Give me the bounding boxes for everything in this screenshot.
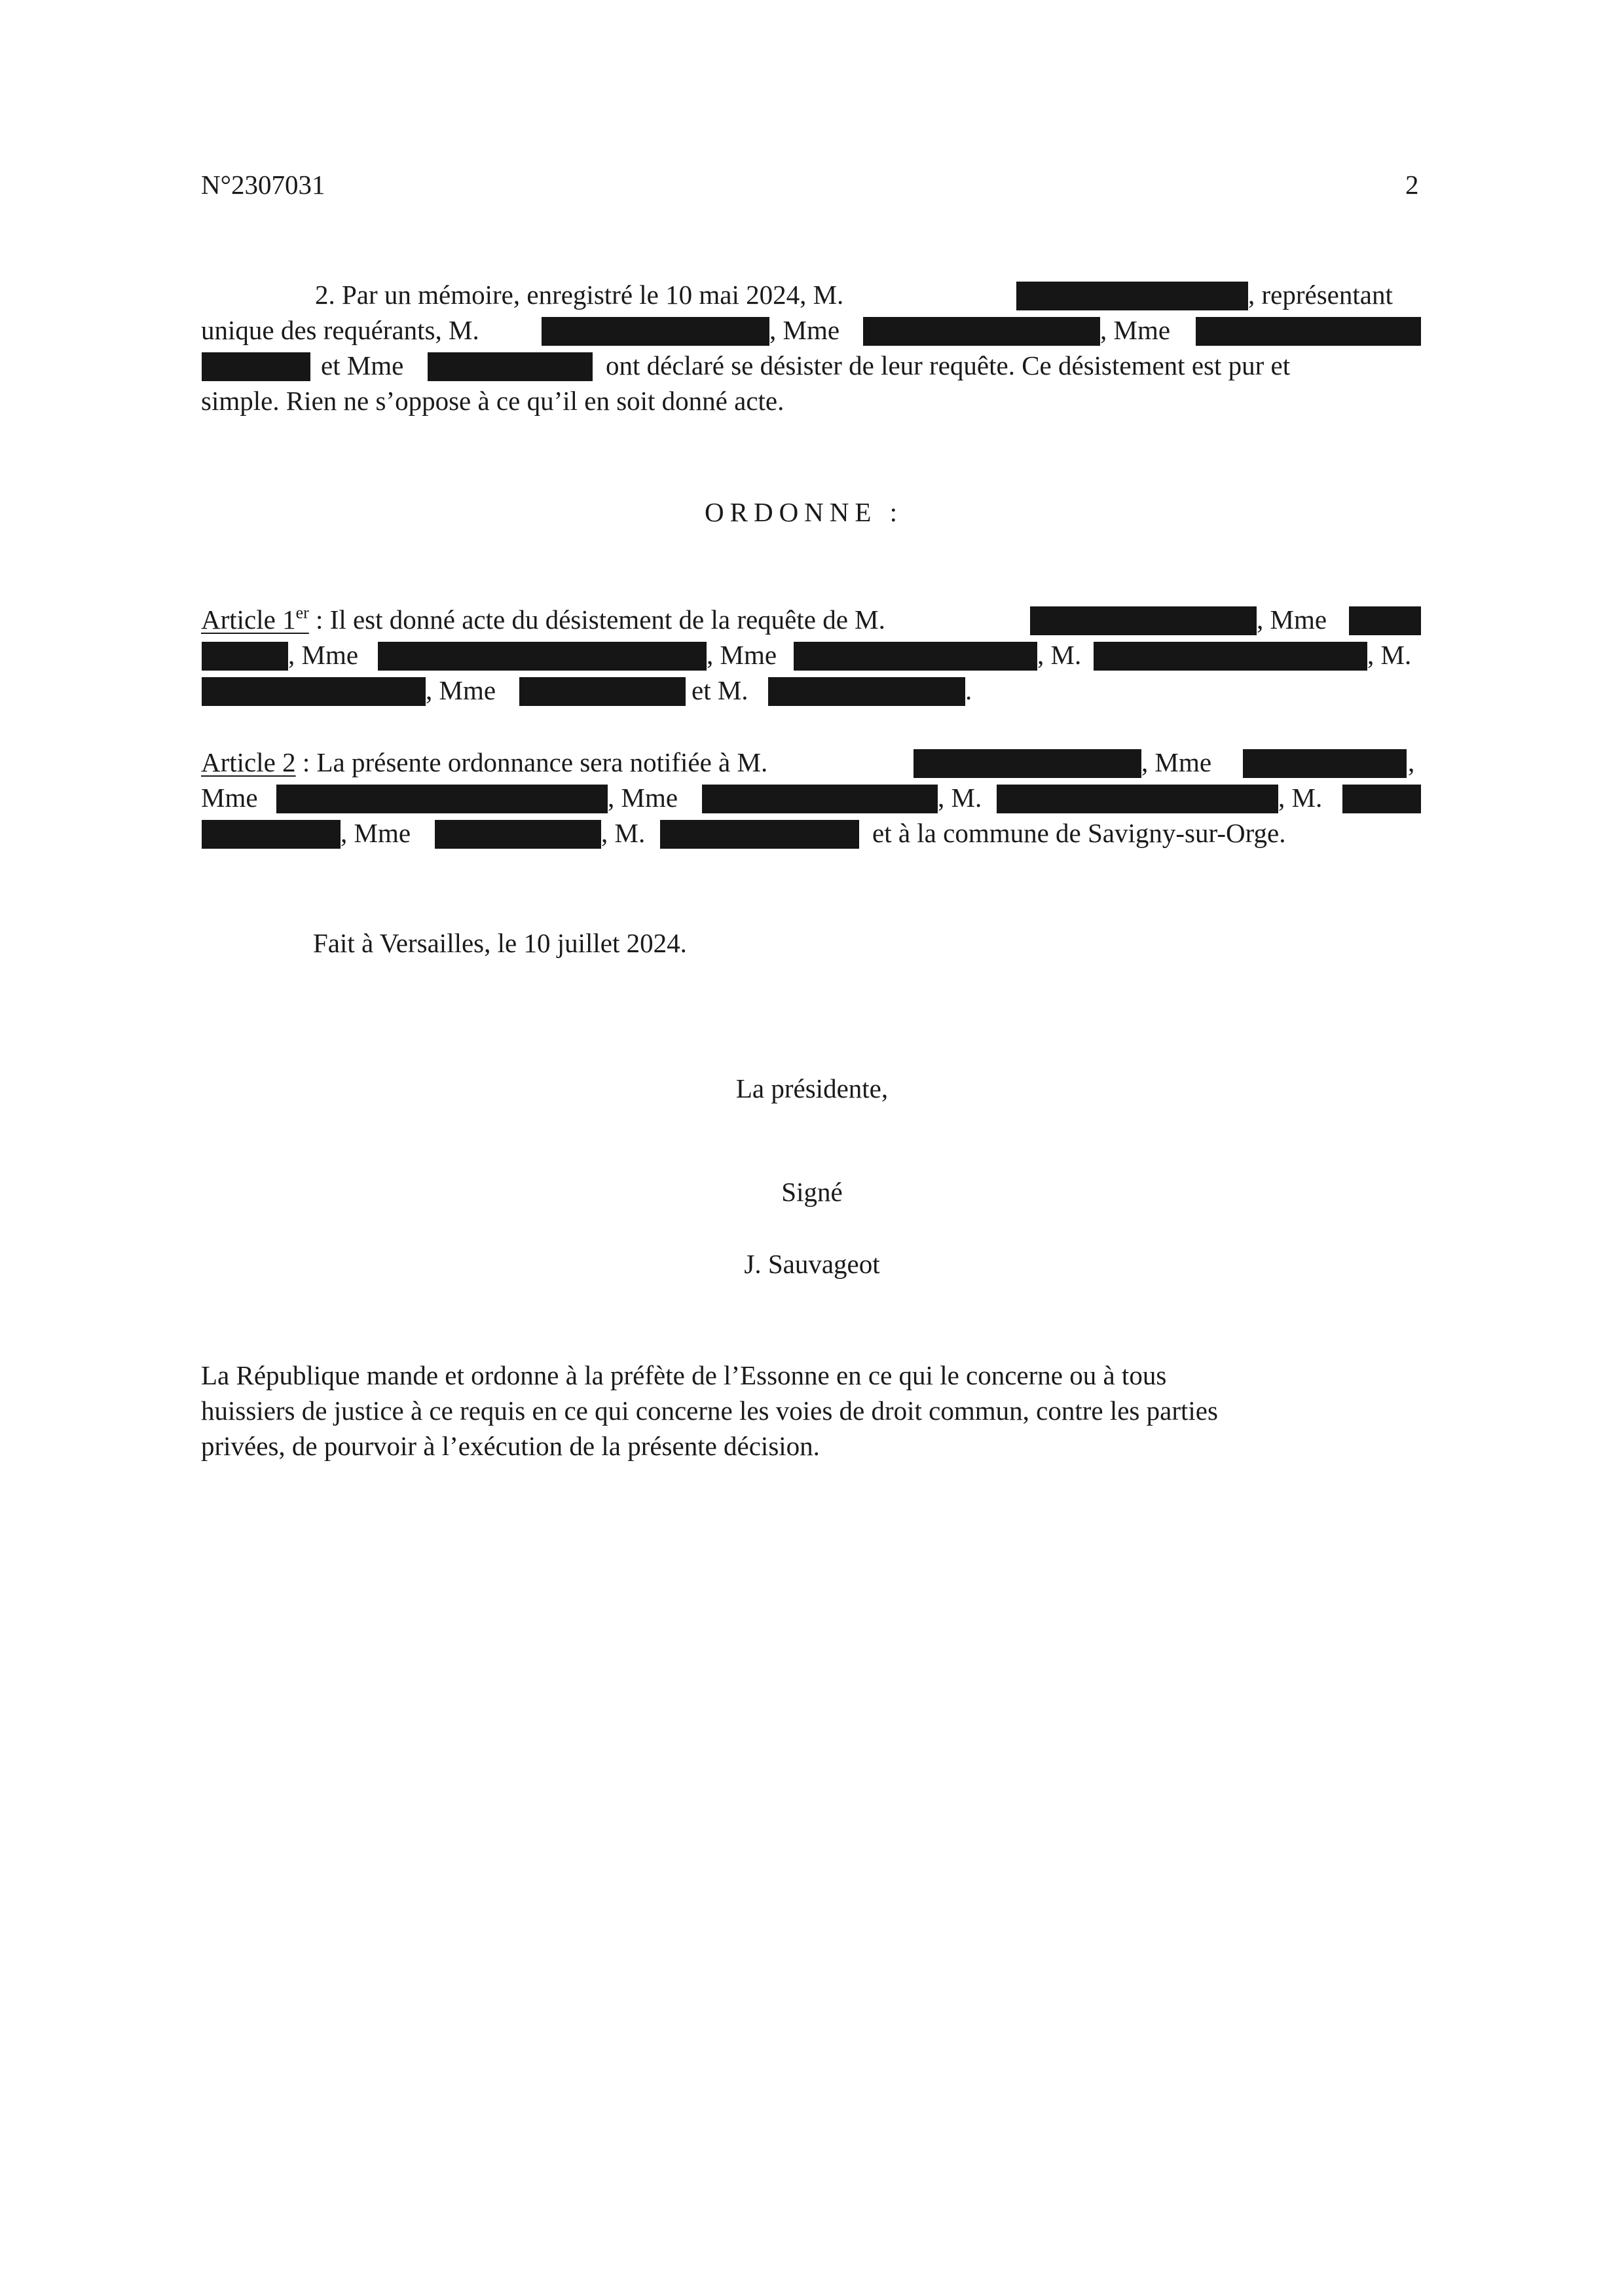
para2-line2-text: unique des requérants, M. [201,315,479,345]
redaction-block [202,642,288,671]
para2-line3-mme: et Mme [321,350,404,380]
redaction-block [202,677,426,706]
redaction-block [1030,606,1257,635]
redaction-block [519,677,686,706]
redaction-block [1196,317,1421,346]
article2-line3-m: , M. [601,818,646,848]
para2-line2-mme1: , Mme [769,315,840,345]
enforcement-line1: La République mande et ordonne à la préfète de l’Essonne en ce qui le concerne ou à tous [201,1360,1167,1390]
redaction-block [913,749,1141,778]
article1-line1-mme: , Mme [1257,604,1327,635]
page-number: 2 [1405,170,1419,200]
article2-line3-text: et à la commune de Savigny-sur-Orge. [872,818,1286,848]
para2-line3-text: ont déclaré se désister de leur requête. Ce désistement est pur et [606,350,1291,380]
redaction-block [1342,785,1421,813]
redaction-block [1094,642,1367,671]
article2-label: Article 2 [201,747,296,777]
article2-line2-mme2: , Mme [608,783,678,813]
article2-line1-text: : La présente ordonnance sera notifiée à M. [295,747,768,777]
para2-line4-text: simple. Rien ne s’oppose à ce qu’il en soit donné acte. [201,386,784,416]
redaction-block [660,820,859,849]
redaction-block [202,820,341,849]
redaction-block [794,642,1037,671]
signature-title: La présidente, [735,1073,889,1103]
article1-line2-mme2: , Mme [707,640,777,670]
redaction-block [435,820,601,849]
redaction-block [542,317,769,346]
article1-line1 [201,603,885,635]
redaction-block [1243,749,1407,778]
redaction-block [1349,606,1421,635]
article1-line3-etm: et M. [692,675,748,705]
para2-line2-mme2: , Mme [1100,315,1171,345]
article1-label: Article 1er [201,603,309,635]
article2-line2-m2: , M. [1278,783,1323,813]
case-number: N°2307031 [201,170,325,200]
article1-line2-m1: , M. [1037,640,1082,670]
article1-line2-m2: , M. [1367,640,1412,670]
article2-line1-mme: , Mme [1141,747,1212,777]
article1-line2-mme1: , Mme [288,640,359,670]
article1-line3-end: . [965,675,972,705]
article2-line1 [201,749,767,776]
article2-line2-m1: , M. [938,783,982,813]
redaction-block [702,785,938,813]
redaction-block [202,352,310,381]
signature-name: J. Sauvageot [744,1249,880,1279]
enforcement-line3: privées, de pourvoir à l’exécution de la présente décision. [201,1431,820,1461]
redaction-block [276,785,608,813]
redaction-block [1016,282,1248,310]
para2-line1-text: 2. Par un mémoire, enregistré le 10 mai 2024, M. [315,280,844,310]
redaction-block [997,785,1278,813]
place-date: Fait à Versailles, le 10 juillet 2024. [313,928,687,958]
article2-line3-mme: , Mme [341,818,411,848]
article2-line1-comma: , [1408,747,1415,777]
redaction-block [428,352,593,381]
redaction-block [378,642,707,671]
article2-line2-mme1: Mme [201,783,258,813]
article1-line3-mme: , Mme [426,675,496,705]
redaction-block [768,677,965,706]
article1-line1-text: : Il est donné acte du désistement de la requête de M. [308,604,885,635]
ordonne-heading: ORDONNE : [705,497,904,527]
signature-signed: Signé [781,1177,843,1207]
redaction-block [863,317,1100,346]
enforcement-line2: huissiers de justice à ce requis en ce qui concerne les voies de droit commun, contre les parties [201,1396,1218,1426]
para2-line1-tail: , représentant [1248,280,1393,310]
